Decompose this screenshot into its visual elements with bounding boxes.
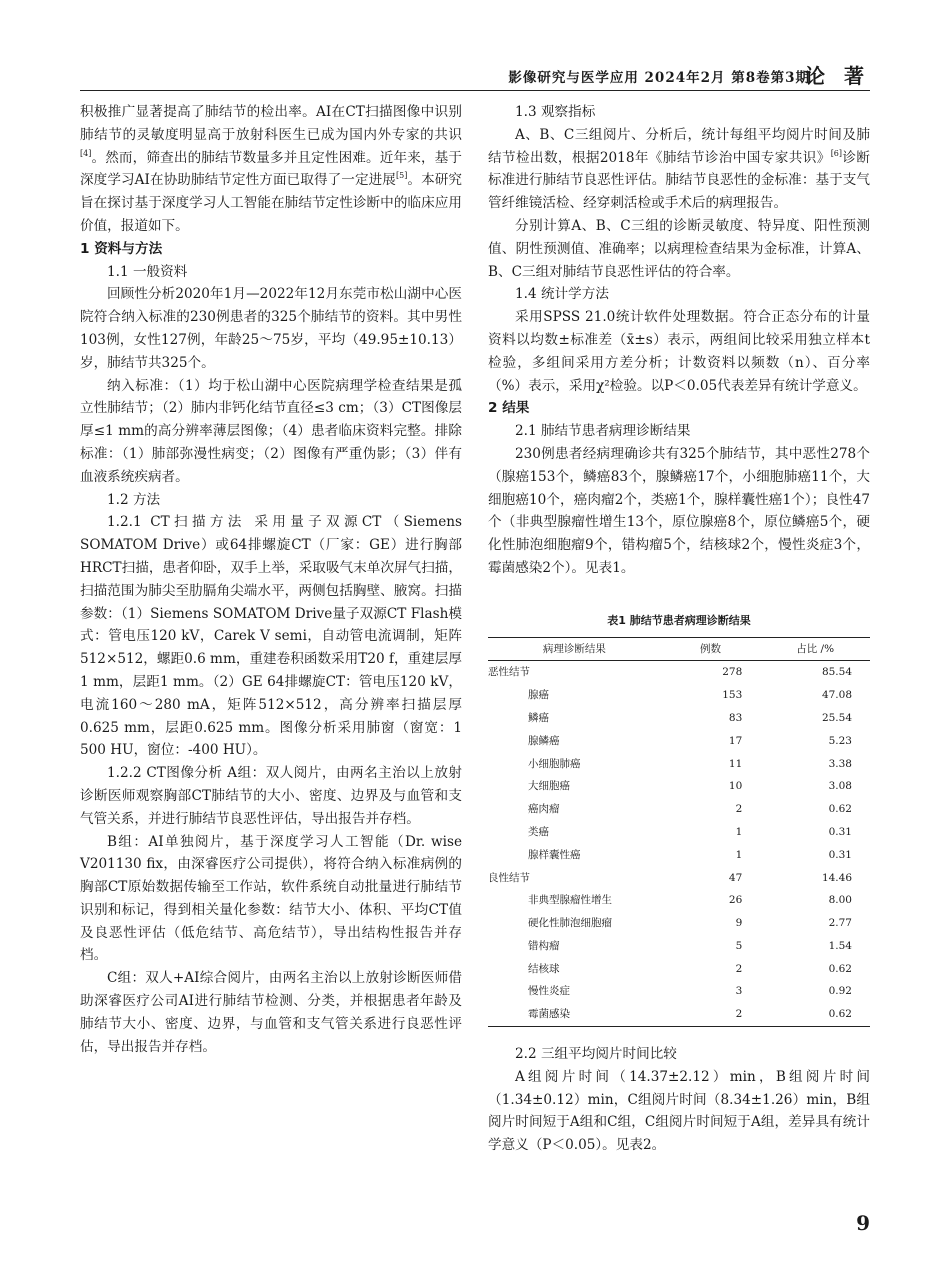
- observation-paragraph-2: 分别计算A、B、C三组的诊断灵敏度、特异度、阳性预测值、阴性预测值、准确率；以病理检查结果为金标准，计算A、B、C三组对肺结节良恶性评估的符合率。: [488, 217, 870, 280]
- table-row: 错构瘤 5 1.54: [528, 939, 852, 952]
- heading-reading-time: 2.2 三组平均阅片时间比较: [515, 1046, 677, 1063]
- pathology-paragraph: 230例患者经病理确诊共有325个肺结节，其中恶性278个（腺癌153个，鳞癌83个，腺鳞癌17个，小细胞肺癌11个，大细胞癌10个，癌肉瘤2个，类癌1个，腺样囊性癌1个）；良性47个（非典型腺瘤性增生13个，原位腺癌8个，原位鳞癌5个，硬化性肺泡细胞瘤9个，错构瘤5个，结核球2个，慢性炎症3个，霉菌感染2个）。见表1。: [488, 445, 870, 576]
- table-row: 非典型腺瘤性增生 26 8.00: [528, 894, 852, 907]
- heading-results: 2 结果: [488, 400, 530, 417]
- group-b-paragraph: B组：AI单独阅片，基于深度学习人工智能（Dr. wise V201130 fix，由深睿医疗公司提供），将符合纳入标准病例的胸部CT原始数据传输至工作站，软件系统自动批量进行肺结节识别和标记，得到相关量化参数：结节大小、体积、平均CT值及良恶性评估（低危结节、高危结节），导出结构性报告并存档。: [80, 833, 462, 964]
- heading-method: 1.2 方法: [107, 491, 161, 508]
- left-column: [80, 101, 462, 1058]
- table-row: 鳞癌 83 25.54: [528, 711, 852, 724]
- table-row: 腺样囊性癌 1 0.31: [528, 848, 852, 861]
- intro-paragraph: 积极推广显著提高了肺结节的检出率。AI在CT扫描图像中识别肺结节的灵敏度明显高于放射科医生已成为国内外专家的共识[4]。然而，筛查出的肺结节数量多并且定性困难。近年来，基于深度学习AI在协助肺结节定性方面已取得了一定进展[5]。本研究旨在探讨基于深度学习人工智能在肺结节定性诊断中的临床应用价值，报道如下。: [80, 104, 463, 234]
- table-header-cell: 占比 /%: [796, 642, 835, 655]
- table-header-cell: 病理诊断结果: [542, 642, 606, 655]
- page-number: 9: [856, 1211, 870, 1235]
- citation-6[interactable]: [6]: [830, 148, 843, 158]
- observation-paragraph-1: A、B、C三组阅片、分析后，统计每组平均阅片时间及肺结节检出数，根据2018年《肺结节诊治中国专家共识》[6]诊断标准进行肺结节良恶性评估。肺结节良恶性的金标准：基于支气管纤维镜活检、经穿刺活检或手术后的病理报告。: [488, 126, 871, 212]
- running-header: [80, 64, 870, 91]
- statistics-paragraph: 采用SPSS 21.0统计软件处理数据。符合正态分布的计量资料以均数±标准差（x̄±s）表示，两组间比较采用独立样本t检验，多组间采用方差分析；计数资料以频数（n）、百分率（%）表示，采用χ²检验。以P＜0.05代表差异有统计学意义。: [488, 309, 870, 394]
- table-1: [488, 637, 870, 1028]
- group-c-paragraph: C组：双人+AI综合阅片，由两名主治以上放射诊断医师借助深睿医疗公司AI进行肺结节检测、分类，并根据患者年龄及肺结节大小、密度、边界，与血管和支气管关系进行良恶性评估，导出报告并存档。: [80, 970, 462, 1055]
- reading-time-paragraph: A组阅片时间（14.37±2.12）min，B组阅片时间（1.34±0.12）min，C组阅片时间（8.34±1.26）min，B组阅片时间短于A组和C组，C组阅片时间短于A组，差异具有统计学意义（P＜0.05）。见表2。: [488, 1068, 870, 1154]
- table-row: 类癌 1 0.31: [528, 825, 852, 838]
- heading-statistics: 1.4 统计学方法: [515, 286, 609, 303]
- heading-observation: 1.3 观察指标: [515, 104, 596, 120]
- citation-5[interactable]: [5]: [395, 171, 408, 181]
- table-row: 癌肉瘤 2 0.62: [528, 803, 852, 816]
- table-row: 硬化性肺泡细胞瘤 9 2.77: [528, 917, 852, 930]
- table-row: 恶性结节 278 85.54: [488, 666, 852, 679]
- table-row: 小细胞肺癌 11 3.38: [528, 757, 852, 770]
- table-row: 慢性炎症 3 0.92: [528, 985, 852, 998]
- table-row: 大细胞癌 10 3.08: [528, 780, 852, 793]
- table-row: 腺鳞癌 17 5.23: [528, 734, 852, 747]
- table-1-title: 表1 肺结节患者病理诊断结果: [607, 613, 751, 627]
- table-row: 结核球 2 0.62: [528, 962, 852, 975]
- criteria-paragraph: 纳入标准：（1）均于松山湖中心医院病理学检查结果是孤立性肺结节；（2）肺内非钙化结节直径≤3 cm；（3）CT图像层厚≤1 mm的高分辨率薄层图像；（4）患者临床资料完整。排除标准：（1）肺部弥漫性病变；（2）图像有严重伪影；（3）伴有血液系统疾病者。: [80, 377, 462, 485]
- ct-scan-paragraph: 1.2.1 CT扫描方法 采用量子双源CT（Siemens SOMATOM Drive）或64排螺旋CT（厂家：GE）进行胸部HRCT扫描，患者仰卧，双手上举，采取吸气末单次屏气扫描，扫描范围为肺尖至肋膈角尖端水平，两侧包括胸壁、腋窝。扫描参数：（1）Siemens SOMATOM Drive量子双源CT Flash模式：管电压120 kV，Carek V semi，自动管电流调制，矩阵512×512，螺距0.6 mm，重建卷积函数采用T20 f，重建层厚1 mm，层距1 mm。（2）GE 64排螺旋CT：管电压120 kV，电流160～280 mA，矩阵512×512，高分辨率扫描层厚0.625 mm，层距0.625 mm。图像分析采用肺窗（窗宽：1 500 HU，窗位：-400 HU）。: [80, 514, 462, 759]
- table-header-cell: 例数: [699, 642, 721, 655]
- section-label: 论 著: [805, 64, 870, 88]
- right-column: [488, 101, 870, 1157]
- heading-pathology: 2.1 肺结节患者病理诊断结果: [515, 423, 691, 440]
- journal-info: 影像研究与医学应用 2024年2月 第8卷第3期: [508, 70, 810, 86]
- table-row: 霉菌感染 2 0.62: [528, 1008, 852, 1021]
- table-header-row: [488, 637, 870, 661]
- table-row: 良性结节 47 14.46: [488, 871, 852, 884]
- group-a-paragraph: 1.2.2 CT图像分析 A组：双人阅片，由两名主治以上放射诊断医师观察胸部CT肺结节的大小、密度、边界及与血管和支气管关系，并进行肺结节良恶性评估，导出报告并存档。: [80, 765, 462, 827]
- table-row: 腺癌 153 47.08: [528, 689, 852, 702]
- general-paragraph: 回顾性分析2020年1月—2022年12月东莞市松山湖中心医院符合纳入标准的230例患者的325个肺结节的资料。其中男性103例，女性127例，年龄25～75岁，平均（49.95±10.13）岁，肺结节共325个。: [80, 286, 462, 371]
- heading-general: 1.1 一般资料: [107, 263, 188, 280]
- heading-methods: 1 资料与方法: [80, 240, 163, 257]
- citation-4[interactable]: [4]: [80, 148, 92, 158]
